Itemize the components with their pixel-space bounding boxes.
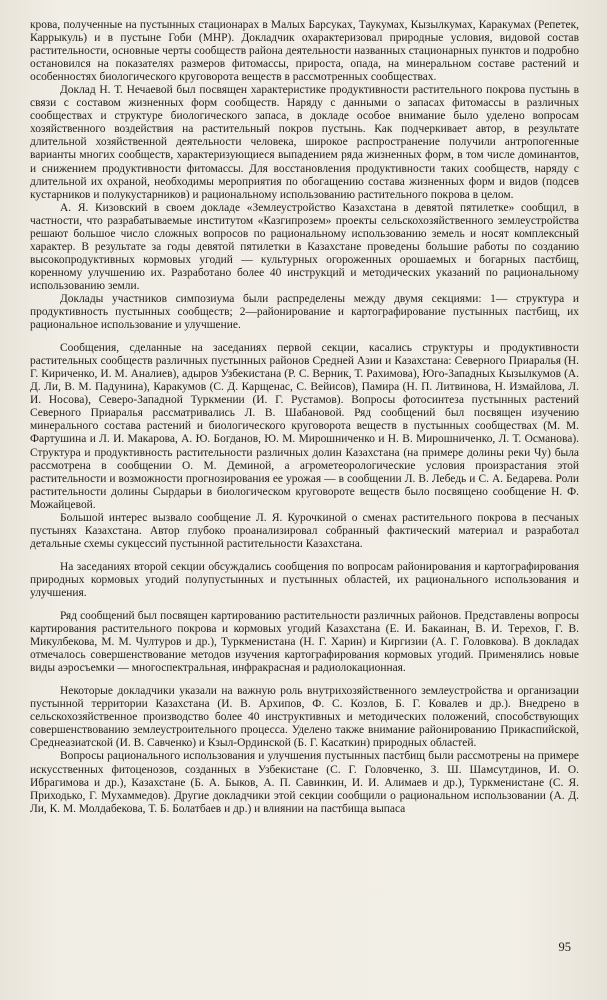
paragraph: На заседаниях второй секции обсуждались сообщения по вопросам районирования и картографирования природных кормовых угодий полупустынных и пустынных областей, их рационального использования и улучшения. <box>30 560 579 599</box>
body-text <box>30 19 579 816</box>
paragraph: Доклад Н. Т. Нечаевой был посвящен характеристике продуктивности растительного покрова пустынь в связи с составом жизненных форм сообществ. Наряду с данными о запасах фитомассы в различных сообществах и структуре биологического запаса, в докладе особое внимание было уделено вопросам хозяйственного воздействия на растительный покров пустынь. Как подчеркивает автор, в результате длительной хозяйственной деятельности человека, широкое распространение получили антропогенные варианты многих сообществ, характеризующиеся выпадением ряда жизненных форм, в том числе доминантов, и снижением продуктивности фитомассы. Для восстановления продуктивности таких сообществ, наряду с длительной их охраной, необходимы мероприятия по обогащению состава жизненных форм и видов (подсев кустарников и полукустарников) и рациональному использованию растительного покрова в целом. <box>30 84 579 201</box>
paragraph: Вопросы рационального использования и улучшения пустынных пастбищ были рассмотрены на примере искусственных фитоценозов, созданных в Узбекистане (С. Г. Головченко, З. Ш. Шамсутдинов, И. О. Ибрагимова и др.), Казахстане (Б. А. Быков, А. П. Савинкин, И. И. Алимаев и др.), Туркменистане (С. Я. Приходько, Г. Мухаммедов). Другие докладчики этой секции сообщили о рациональном использовании (А. Д. Ли, К. М. Молдабекова, Т. Б. Болатбаев и др.) и влиянии на пастбища выпаса <box>30 750 579 815</box>
paragraph: Ряд сообщений был посвящен картированию растительности различных районов. Представлены вопросы картирования растительного покрова и кормовых угодий Казахстана (Е. И. Бакаинан, В. И. Терехов, Г. В. Микулбекова, М. М. Чултуров и др.), Туркменистана (Н. Г. Харин) и Киргизии (А. Г. Головкова). В докладах отмечалось совершенствование методов изучения картографирования кормовых угодий. Применялись новые виды аэросъемки — многоспектральная, инфракрасная и радиолокационная. <box>30 610 579 675</box>
paragraph: крова, полученные на пустынных стационарах в Малых Барсуках, Таукумах, Кызылкумах, Каракумах (Репетек, Каррыкуль) и в пустыне Гоби (МНР). Докладчик охарактеризовал природные условия, видовой состав растительности, основные черты сообществ района деятельности названных стационарных пунктов и подробно остановился на показателях размеров фитомассы, прироста, опада, на минеральном составе растений и особенностях биологического круговорота веществ в рассмотренных сообществах. <box>30 19 579 84</box>
page-number: 95 <box>558 940 571 954</box>
paragraph: Сообщения, сделанные на заседаниях первой секции, касались структуры и продуктивности растительных сообществ различных пустынных районов Средней Азии и Казахстана: Северного Приаралья (Н. Г. Кириченко, И. М. Аналиев), адыров Узбекистана (Р. С. Верник, Т. Рахимова), Юго-Западных Кызылкумов (А. Д. Ли, В. М. Падунина), Каракумов (С. Д. Карщенас, С. Вейисов), Памира (Н. П. Литвинова, Н. Измайлова, Л. И. Носова), Северо-Западной Туркмении (И. Г. Рустамов). Вопросы фотосинтеза пустынных растений Северного Приаралья рассматривались Л. В. Шабановой. Ряд сообщений был посвящен изучению минерального состава растений и биологического круговорота веществ в пустынных сообществах (М. М. Фартушина и Л. И. Макарова, А. Ю. Богданов, Ю. М. Мирошниченко и Н. В. Мирошниченко, Л. Т. Османова). Структура и продуктивность растительности различных долин Казахстана (на примере долины реки Чу) была рассмотрена в сообщении О. М. Деминой, а агрометеорологические условия произрастания этой растительности и возможности прогнозирования ее урожая — в сообщении Л. В. Лебедь и С. А. Бедарева. Роли растительности долины Сырдарьи в биологическом круговороте веществ было посвящено сообщение Н. Ф. Можайцевой. <box>30 342 579 511</box>
paragraph: А. Я. Кизовский в своем докладе «Землеустройство Казахстана в девятой пятилетке» сообщил, в частности, что разрабатываемые институтом «Казгипрозем» проекты сельскохозяйственного землеустройства решают большое число сложных вопросов по рациональному использованию земель и носят комплексный характер. В результате за годы девятой пятилетки в Казахстане проведены большие работы по созданию высокопродуктивных кормовых угодий — культурных огороженных орошаемых и богарных пастбищ, коренному улучшению их. Разработано более 40 инструкций и методических указаний по рациональному использованию земли. <box>30 201 579 292</box>
paragraph: Большой интерес вызвало сообщение Л. Я. Курочкиной о сменах растительного покрова в песчаных пустынях Казахстана. Автор глубоко проанализировал собранный фактический материал и разработал детальные схемы сукцессий пустынной растительности Казахстана. <box>30 511 579 550</box>
paragraph: Некоторые докладчики указали на важную роль внутрихозяйственного землеустройства и организации пустынной территории Казахстана (И. В. Архипов, Ф. С. Козлов, Б. Г. Ковалев и др.). Внедрено в сельскохозяйственное производство более 40 инструктивных и методических положений, способствующих совершенствованию землеустроительного процесса. Уделено также внимание районированию Прикаспийской, Среднеазиатской (И. В. Савченко) и Кзыл-Ординской (Б. Г. Касаткин) природных областей. <box>30 685 579 750</box>
paragraph: Доклады участников симпозиума были распределены между двумя секциями: 1— структура и продуктивность пустынных сообществ; 2—районирование и картографирование пустынных пастбищ, их рациональное использование и улучшение. <box>30 292 579 332</box>
